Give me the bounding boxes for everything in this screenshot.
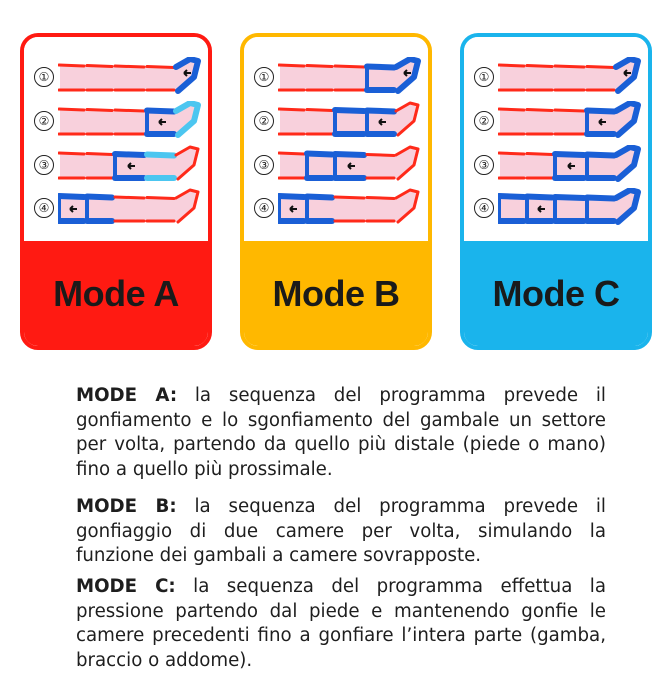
step-4-label: ④ [474,198,494,218]
leg-step-4 [498,188,646,228]
segment-top [115,66,144,67]
segment-top [335,154,364,155]
segment-top [335,66,364,67]
mode-b-label: Mode B [272,272,400,314]
mode-c-footer [464,241,648,346]
leg-step-3 [278,145,426,185]
mode-a-desc-title: MODE A: [76,385,178,406]
segment-top [307,66,332,67]
mode-a-description [76,384,606,482]
segment-top [499,65,524,66]
segment-top [115,197,144,198]
segment-top [279,196,304,197]
mode-a-footer [24,241,208,346]
step-4-label: ④ [34,198,54,218]
mode-b-desc-text: la sequenza del programma prevede il gonfiaggio di due camere per volta, simulando la funzione dei gambali a camere sovrapposte. [76,496,606,566]
leg-step-3 [498,145,646,185]
segment-top [587,111,614,112]
leg-step-3 [58,145,206,185]
step-3-label: ③ [254,155,274,175]
step-3-label: ③ [34,155,54,175]
mode-a-label: Mode A [53,272,179,314]
mode-a-desc-text: la sequenza del programma prevede il gonfiamento e lo sgonfiamento del gambale un settore per volta, partendo da quello più distale (piede o mano) fino a quello più prossimale. [76,385,606,480]
segment-top [367,111,394,112]
segment-top [147,67,174,68]
segment-top [115,154,144,155]
step-2-label: ② [474,111,494,131]
mode-c-desc-text: la sequenza del programma effettua la pressione partendo dal piede e mantenendo gonfie le camere precedenti fino a gonfiare l’intera parte (gamba, braccio o addome). [76,576,606,671]
mode-b-desc-title: MODE B: [76,496,177,517]
mode-c-card [460,33,652,350]
step-1-label: ① [34,67,54,87]
leg-step-1 [498,57,646,97]
mode-a-diagram [24,37,208,245]
leg-step-2 [58,101,206,141]
leg-step-4 [278,188,426,228]
segment-top [87,110,112,111]
segment-top [147,155,174,156]
step-2-label: ② [254,111,274,131]
segment-top [367,67,394,68]
mode-b-description [76,495,606,569]
segment-top [335,110,364,111]
segment-top [87,154,112,155]
segment-top [555,154,584,155]
segment-top [279,153,304,154]
segment-top [499,109,524,110]
segment-top [87,66,112,67]
segment-top [115,110,144,111]
segment-top [367,198,394,199]
leg-step-1 [58,57,206,97]
segment-top [527,154,552,155]
segment-top [307,154,332,155]
segment-top [147,111,174,112]
mode-b-footer [244,241,428,346]
segment-top [527,197,552,198]
segment-top [555,110,584,111]
segment-top [587,67,614,68]
segment-top [279,65,304,66]
mode-b-diagram [244,37,428,245]
segment-top [527,110,552,111]
mode-c-description [76,575,606,673]
segment-top [555,197,584,198]
segment-top [499,196,524,197]
segment-top [147,198,174,199]
segment-top [587,198,614,199]
leg-step-1 [278,57,426,97]
segment-top [307,110,332,111]
segment-top [87,197,112,198]
step-4-label: ④ [254,198,274,218]
step-2-label: ② [34,111,54,131]
leg-step-2 [498,101,646,141]
mode-c-desc-title: MODE C: [76,576,176,597]
segment-top [367,155,394,156]
leg-step-4 [58,188,206,228]
segment-top [335,197,364,198]
segment-top [279,109,304,110]
leg-step-2 [278,101,426,141]
segment-top [499,153,524,154]
segment-top [587,155,614,156]
segment-top [59,153,84,154]
segment-top [59,196,84,197]
mode-c-label: Mode C [492,272,620,314]
segment-top [59,109,84,110]
segment-top [527,66,552,67]
segment-top [59,65,84,66]
mode-c-diagram [464,37,648,245]
segment-top [307,197,332,198]
mode-b-card [240,33,432,350]
mode-a-card [20,33,212,350]
segment-top [555,66,584,67]
step-3-label: ③ [474,155,494,175]
step-1-label: ① [254,67,274,87]
step-1-label: ① [474,67,494,87]
